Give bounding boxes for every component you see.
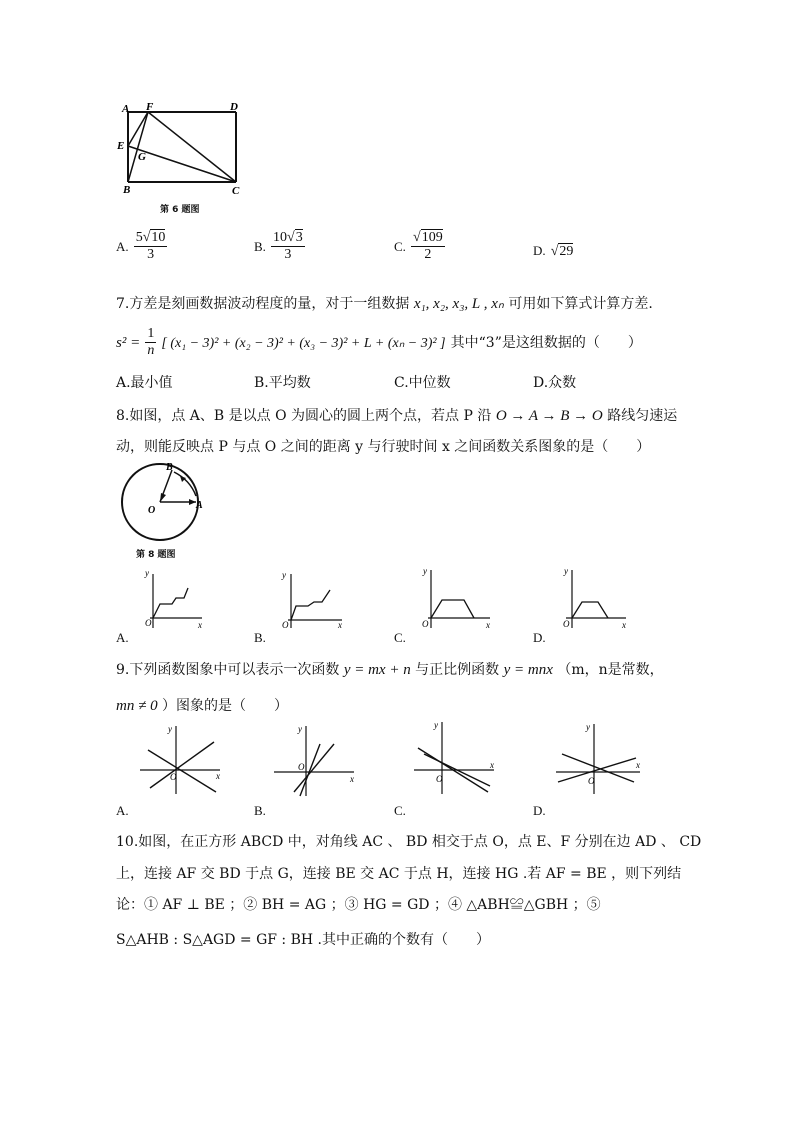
q8-graph-b-y: y [282,570,286,580]
q9-graph-a[interactable] [134,722,224,798]
q6-a-den: 3 [147,247,155,262]
q7-option-b[interactable]: B.平均数 [254,375,311,391]
q9-graph-c-y: y [434,720,438,730]
q7-option-d[interactable]: D.众数 [533,375,577,391]
q6-option-d-letter: D. [533,243,546,258]
q6-option-d[interactable]: D. √29 [533,243,574,259]
q6-label-e: E [117,140,125,152]
q8-stem-line1 [116,405,677,425]
q10-stem-line2: 上，连接 AF 交 BD 于点 G，连接 BE 交 AC 于点 H，连接 HG .若 AF = BE ，则下列结 [116,866,682,882]
q6-label-b: B [123,184,131,196]
q8-option-b[interactable]: B. [254,630,266,645]
q9-graph-b-x: x [350,774,354,784]
q8-graph-b-x: x [338,620,342,630]
q8-graph-d-y: y [564,566,568,576]
q7-frac-den: n [147,343,155,358]
q6-option-b[interactable]: B. $\frac{10√3}{3}$ [254,230,303,262]
q6-option-a[interactable]: A. $\frac{5√10}{3}$ [116,230,166,262]
q9-graph-b[interactable] [270,722,360,798]
q6-label-c: C [232,185,240,197]
q7-formula-tail: 其中“3”是这组数据的（ ） [450,335,642,351]
q6-label-d: D [230,101,238,113]
q8-graph-c-x: x [486,620,490,630]
q8-graph-c[interactable] [418,566,496,632]
q6-label-g: G [138,151,146,163]
q6-figure-caption: 第 6 题图 [160,205,200,215]
q9-eq1: y = mx + n [343,662,411,678]
q8-graph-a-x: x [198,620,202,630]
q8-graph-b-o: O [282,620,289,630]
q7-option-c[interactable]: C.中位数 [394,375,451,391]
q9-line2-rest: ）图象的是（ ） [162,698,289,714]
q6-c-den: 2 [424,247,432,262]
q8-graph-d-o: O [563,619,570,629]
q6-b-coef: 10 [273,230,288,245]
q7-stem-line1 [116,293,653,313]
q7-formula-line [116,326,642,359]
q7-intro: 7.方差是刻画数据波动程度的量，对于一组数据 [116,296,410,312]
q8-label-b: B [166,462,173,473]
q9-option-d[interactable]: D. [533,803,546,818]
q8-circle-figure [118,460,208,546]
q7-formula-body: [ (x₁ − 3)² + (x₂ − 3)² + (x₃ − 3)² + L + (xₙ − 3)² ] [161,336,446,351]
q10-stem-line1: 10.如图，在正方形 ABCD 中，对角线 AC 、 BD 相交于点 O，点 E、F 分别在边 AD 、 CD [116,834,702,850]
q6-option-b-letter: B. [254,239,266,254]
q8-stem-line2: 动，则能反映点 P 与点 O 之间的距离 y 与行驶时间 x 之间函数关系图象的是（ ） [116,439,651,455]
q8-graph-d[interactable] [556,566,632,632]
q8-option-c[interactable]: C. [394,630,406,645]
q6-label-a: A [122,103,130,115]
q9-graph-c-o: O [436,774,443,784]
q6-b-den: 3 [284,247,292,262]
q8-line1-a: 8.如图，点 A、B 是以点 O 为圆心的圆上两个点，若点 P 沿 [116,408,492,424]
q6-a-coef: 5 [135,230,143,245]
q10-stem-line3: 论：① AF ⊥ BE ；② BH = AG ；③ HG = GD ；④ △ABH≌△GBH ；⑤ [116,897,601,913]
q9-line1-b: 与正比例函数 [415,662,500,678]
q9-graph-c-x: x [490,760,494,770]
q6-label-f: F [146,101,154,113]
q9-graph-d[interactable] [552,720,644,798]
q7-formula-lhs: s² = [116,335,141,351]
q8-graph-a-o: O [145,618,152,628]
q8-label-a: A [196,500,203,511]
q8-figure-caption: 第 8 题图 [136,550,176,560]
q9-line1-a: 9.下列函数图象中可以表示一次函数 [116,662,340,678]
q9-graph-a-o: O [170,772,177,782]
q8-option-d[interactable]: D. [533,630,546,645]
q9-graph-a-y: y [168,724,172,734]
q9-graph-b-o: O [298,762,305,772]
q8-graph-a[interactable] [140,566,210,632]
q6-option-a-letter: A. [116,239,129,254]
q7-intro-end: 可用如下算式计算方差. [508,296,653,312]
q6-c-rad: 109 [421,230,443,245]
q9-option-b[interactable]: B. [254,803,266,818]
q6-figure [112,100,247,205]
q9-stem-line2 [116,695,288,715]
q9-graph-c[interactable] [410,718,500,798]
q9-option-c[interactable]: C. [394,803,406,818]
q7-option-a[interactable]: A.最小值 [116,375,173,391]
q10-stem-line4: S△AHB : S△AGD = GF : BH .其中正确的个数有（ ） [116,932,491,948]
q7-sequence: x₁, x₂, x₃, L , xₙ [413,296,504,312]
q8-line1-b: 路线匀速运 [607,408,678,424]
q8-graph-c-o: O [422,619,429,629]
q9-graph-d-y: y [586,722,590,732]
q8-graph-b[interactable] [278,566,350,632]
q6-b-rad: 3 [295,230,303,245]
q6-option-c[interactable]: C. $\frac{√109}{2}$ [394,230,443,262]
q8-path: O → A → B → O [495,408,603,424]
q8-graph-d-x: x [622,620,626,630]
q7-frac-num: 1 [147,326,155,341]
q9-cond: mn ≠ 0 [116,698,158,714]
q8-option-a[interactable]: A. [116,630,129,645]
q9-graph-b-y: y [298,724,302,734]
q9-graph-d-o: O [588,776,595,786]
q6-a-rad: 10 [151,230,166,245]
q6-d-rad: 29 [559,244,574,259]
q8-label-o: O [148,505,156,516]
q8-graph-a-y: y [145,568,149,578]
q9-graph-a-x: x [216,771,220,781]
q6-option-c-letter: C. [394,239,406,254]
q9-graph-d-x: x [636,760,640,770]
q9-stem-line1 [116,659,664,679]
q8-graph-c-y: y [423,566,427,576]
q9-option-a[interactable]: A. [116,803,129,818]
q9-line1-c: （m，n是常数， [557,662,664,678]
q9-eq2: y = mnx [503,662,553,678]
